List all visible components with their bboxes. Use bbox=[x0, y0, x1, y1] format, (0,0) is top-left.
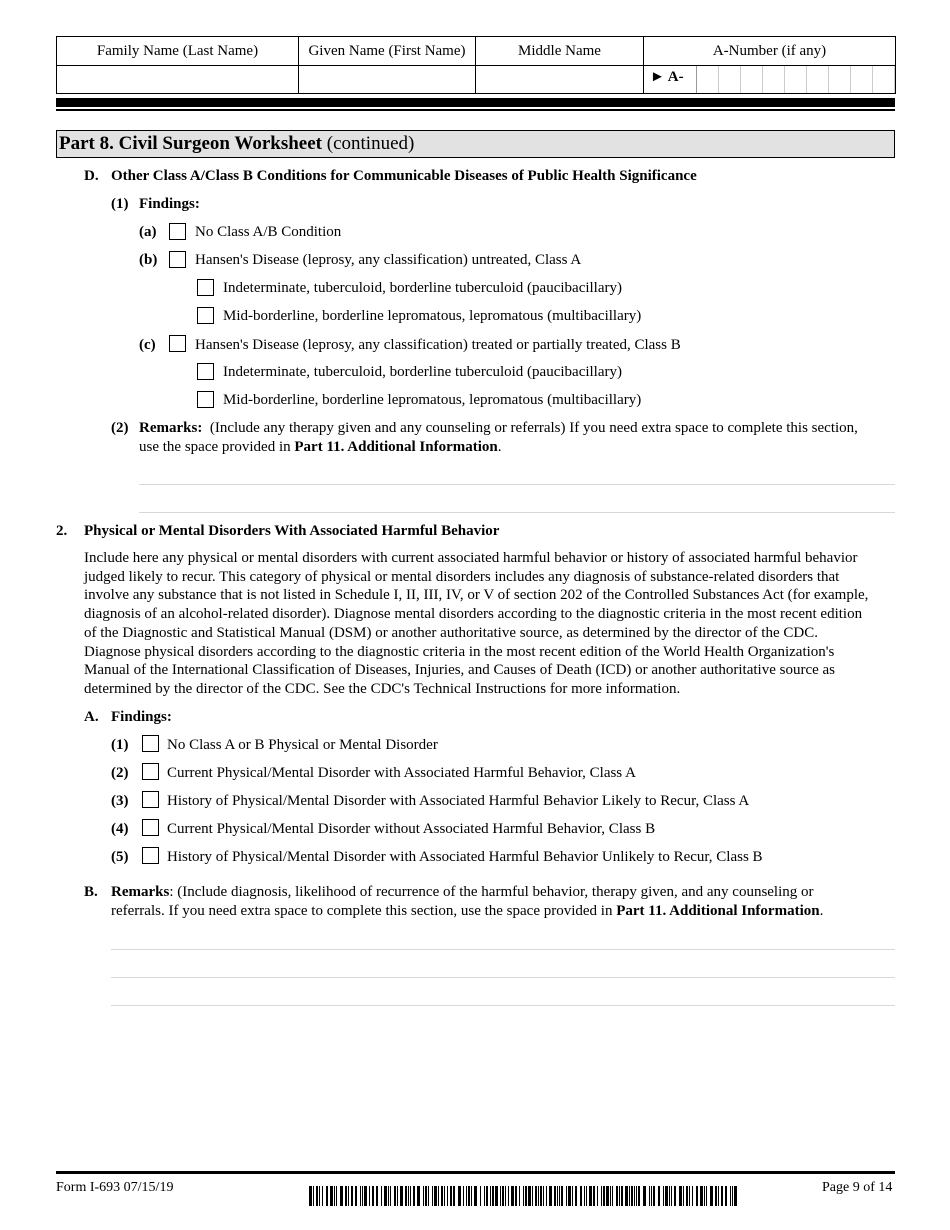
section-d-letter: D. bbox=[84, 168, 99, 184]
applicant-name-table bbox=[56, 36, 896, 94]
d-c-sub2: Mid-borderline, borderline lepromatous, lepromatous (multibacillary) bbox=[223, 392, 642, 408]
finding-text: Current Physical/Mental Disorder with Associated Harmful Behavior, Class A bbox=[167, 765, 636, 781]
form-id: Form I-693 07/15/19 bbox=[56, 1180, 174, 1195]
section-2-paragraph bbox=[84, 549, 868, 699]
d-remarks-text1: (Include any therapy given and any counseling or referrals) If you need extra space to complete this section, bbox=[209, 420, 858, 436]
d-remarks-line-2[interactable] bbox=[139, 512, 895, 513]
family-name-input[interactable] bbox=[57, 66, 299, 94]
b-multibacillary-checkbox[interactable] bbox=[197, 307, 214, 324]
finding-4-checkbox[interactable] bbox=[142, 819, 159, 836]
c-multibacillary-checkbox[interactable] bbox=[197, 391, 214, 408]
middle-name-header: Middle Name bbox=[476, 37, 644, 66]
barcode-image bbox=[309, 1186, 741, 1206]
d-a-label: (a) bbox=[139, 224, 157, 240]
b-paucibacillary-checkbox[interactable] bbox=[197, 279, 214, 296]
para-line: determined by the director of the CDC. See the CDC's Technical Instructions for more information. bbox=[84, 680, 681, 697]
section-2-title: Physical or Mental Disorders With Associated Harmful Behavior bbox=[84, 523, 500, 539]
d-remarks-line1 bbox=[139, 419, 858, 437]
a-number-prefix: ► A- bbox=[650, 69, 684, 85]
a-number-digit-boxes[interactable] bbox=[696, 66, 895, 93]
b-remarks-text1: : (Include diagnosis, likelihood of recurrence of the harmful behavior, therapy given, and any counseling or bbox=[169, 884, 814, 900]
b-remarks-text2: referrals. If you need extra space to complete this section, use the space provided in bbox=[111, 903, 617, 919]
a-number-header: A-Number (if any) bbox=[644, 37, 896, 66]
finding-2-checkbox[interactable] bbox=[142, 763, 159, 780]
finding-num: (1) bbox=[111, 737, 129, 753]
footer-rule bbox=[56, 1171, 895, 1174]
finding-num: (5) bbox=[111, 849, 129, 865]
para-line: Include here any physical or mental disorders with current associated harmful behavior or history of associated harmful behavior bbox=[84, 550, 858, 566]
part-8-header bbox=[56, 130, 895, 158]
d-remarks-text2: use the space provided in bbox=[139, 439, 295, 455]
page-number: Page 9 of 14 bbox=[822, 1180, 893, 1195]
b-remarks-label: Remarks bbox=[111, 884, 170, 900]
finding-1-checkbox[interactable] bbox=[142, 735, 159, 752]
section-2a-title: Findings: bbox=[111, 709, 172, 725]
b-remarks-line-3[interactable] bbox=[111, 1005, 895, 1006]
finding-5-checkbox[interactable] bbox=[142, 847, 159, 864]
hansens-treated-checkbox[interactable] bbox=[169, 335, 186, 352]
family-name-header: Family Name (Last Name) bbox=[57, 37, 299, 66]
d-remarks-line2 bbox=[139, 438, 501, 456]
d-b-sub2: Mid-borderline, borderline lepromatous, lepromatous (multibacillary) bbox=[223, 308, 642, 324]
b-remarks-end: . bbox=[819, 903, 824, 919]
finding-3-checkbox[interactable] bbox=[142, 791, 159, 808]
d-b-sub1: Indeterminate, tuberculoid, borderline tuberculoid (paucibacillary) bbox=[223, 280, 623, 296]
para-line: Manual of the International Classification of Diseases, Injuries, and Causes of Death (ICD) or another authoritative source as bbox=[84, 662, 836, 679]
b-remarks-line-2[interactable] bbox=[111, 977, 895, 978]
finding-text: No Class A or B Physical or Mental Disorder bbox=[167, 737, 438, 753]
finding-num: (3) bbox=[111, 793, 129, 809]
a-number-input[interactable] bbox=[644, 66, 896, 94]
section-2-num: 2. bbox=[56, 523, 68, 539]
header-thick-rule bbox=[56, 98, 895, 107]
para-line: diagnosis of an alcohol-related disorder). Diagnose mental disorders according to the diagnostic criteria in the most recent edition bbox=[84, 606, 863, 623]
b-remarks-ref: Part 11. Additional Information bbox=[616, 903, 820, 919]
d-c-sub1: Indeterminate, tuberculoid, borderline tuberculoid (paucibacillary) bbox=[223, 364, 623, 380]
d-b-label: (b) bbox=[139, 252, 158, 268]
header-thin-rule bbox=[56, 109, 895, 111]
para-line: Diagnose physical disorders according to the diagnostic criteria in the most recent edition of the World Health Organization's bbox=[84, 643, 835, 660]
d-c-text: Hansen's Disease (leprosy, any classification) treated or partially treated, Class B bbox=[195, 337, 681, 353]
d-remarks-ref: Part 11. Additional Information bbox=[294, 439, 498, 455]
d-a-text: No Class A/B Condition bbox=[195, 224, 342, 240]
part-title: Part 8. Civil Surgeon Worksheet bbox=[59, 133, 323, 154]
para-line: judged likely to recur. This category of physical or mental disorders includes any diagnosis of substance-related disorders that bbox=[84, 568, 840, 585]
d-findings-num: (1) bbox=[111, 196, 129, 212]
section-d-title: Other Class A/Class B Conditions for Communicable Diseases of Public Health Significance bbox=[111, 168, 697, 184]
finding-text: History of Physical/Mental Disorder with Associated Harmful Behavior Unlikely to Recur, Class B bbox=[167, 849, 763, 865]
finding-text: History of Physical/Mental Disorder with Associated Harmful Behavior Likely to Recur, Class A bbox=[167, 793, 750, 809]
finding-num: (2) bbox=[111, 765, 129, 781]
hansens-untreated-checkbox[interactable] bbox=[169, 251, 186, 268]
finding-num: (4) bbox=[111, 821, 129, 837]
b-remarks-line-1[interactable] bbox=[111, 949, 895, 950]
d-remarks-num: (2) bbox=[111, 420, 129, 436]
given-name-header: Given Name (First Name) bbox=[299, 37, 476, 66]
section-2b-letter: B. bbox=[84, 884, 98, 900]
c-paucibacillary-checkbox[interactable] bbox=[197, 363, 214, 380]
middle-name-input[interactable] bbox=[476, 66, 644, 94]
b-remarks-line2 bbox=[111, 902, 823, 920]
b-remarks-line1 bbox=[111, 883, 814, 901]
d-remarks-line-1[interactable] bbox=[139, 484, 895, 485]
d-b-text: Hansen's Disease (leprosy, any classification) untreated, Class A bbox=[195, 252, 582, 268]
finding-text: Current Physical/Mental Disorder without Associated Harmful Behavior, Class B bbox=[167, 821, 656, 837]
d-findings-label: Findings: bbox=[139, 196, 200, 212]
d-c-label: (c) bbox=[139, 337, 156, 353]
para-line: involve any substance that is not listed in Schedule I, II, III, IV, or V of section 202 of the Controlled Substances Act (for example, bbox=[84, 587, 869, 604]
part-suffix: (continued) bbox=[322, 133, 415, 154]
d-remarks-label: Remarks: bbox=[139, 420, 203, 436]
no-class-ab-checkbox[interactable] bbox=[169, 223, 186, 240]
para-line: of the Diagnostic and Statistical Manual (DSM) or another authoritative source, as determined by the director of the CDC. bbox=[84, 624, 818, 641]
section-2a-letter: A. bbox=[84, 709, 99, 725]
d-remarks-end: . bbox=[497, 439, 502, 455]
given-name-input[interactable] bbox=[299, 66, 476, 94]
